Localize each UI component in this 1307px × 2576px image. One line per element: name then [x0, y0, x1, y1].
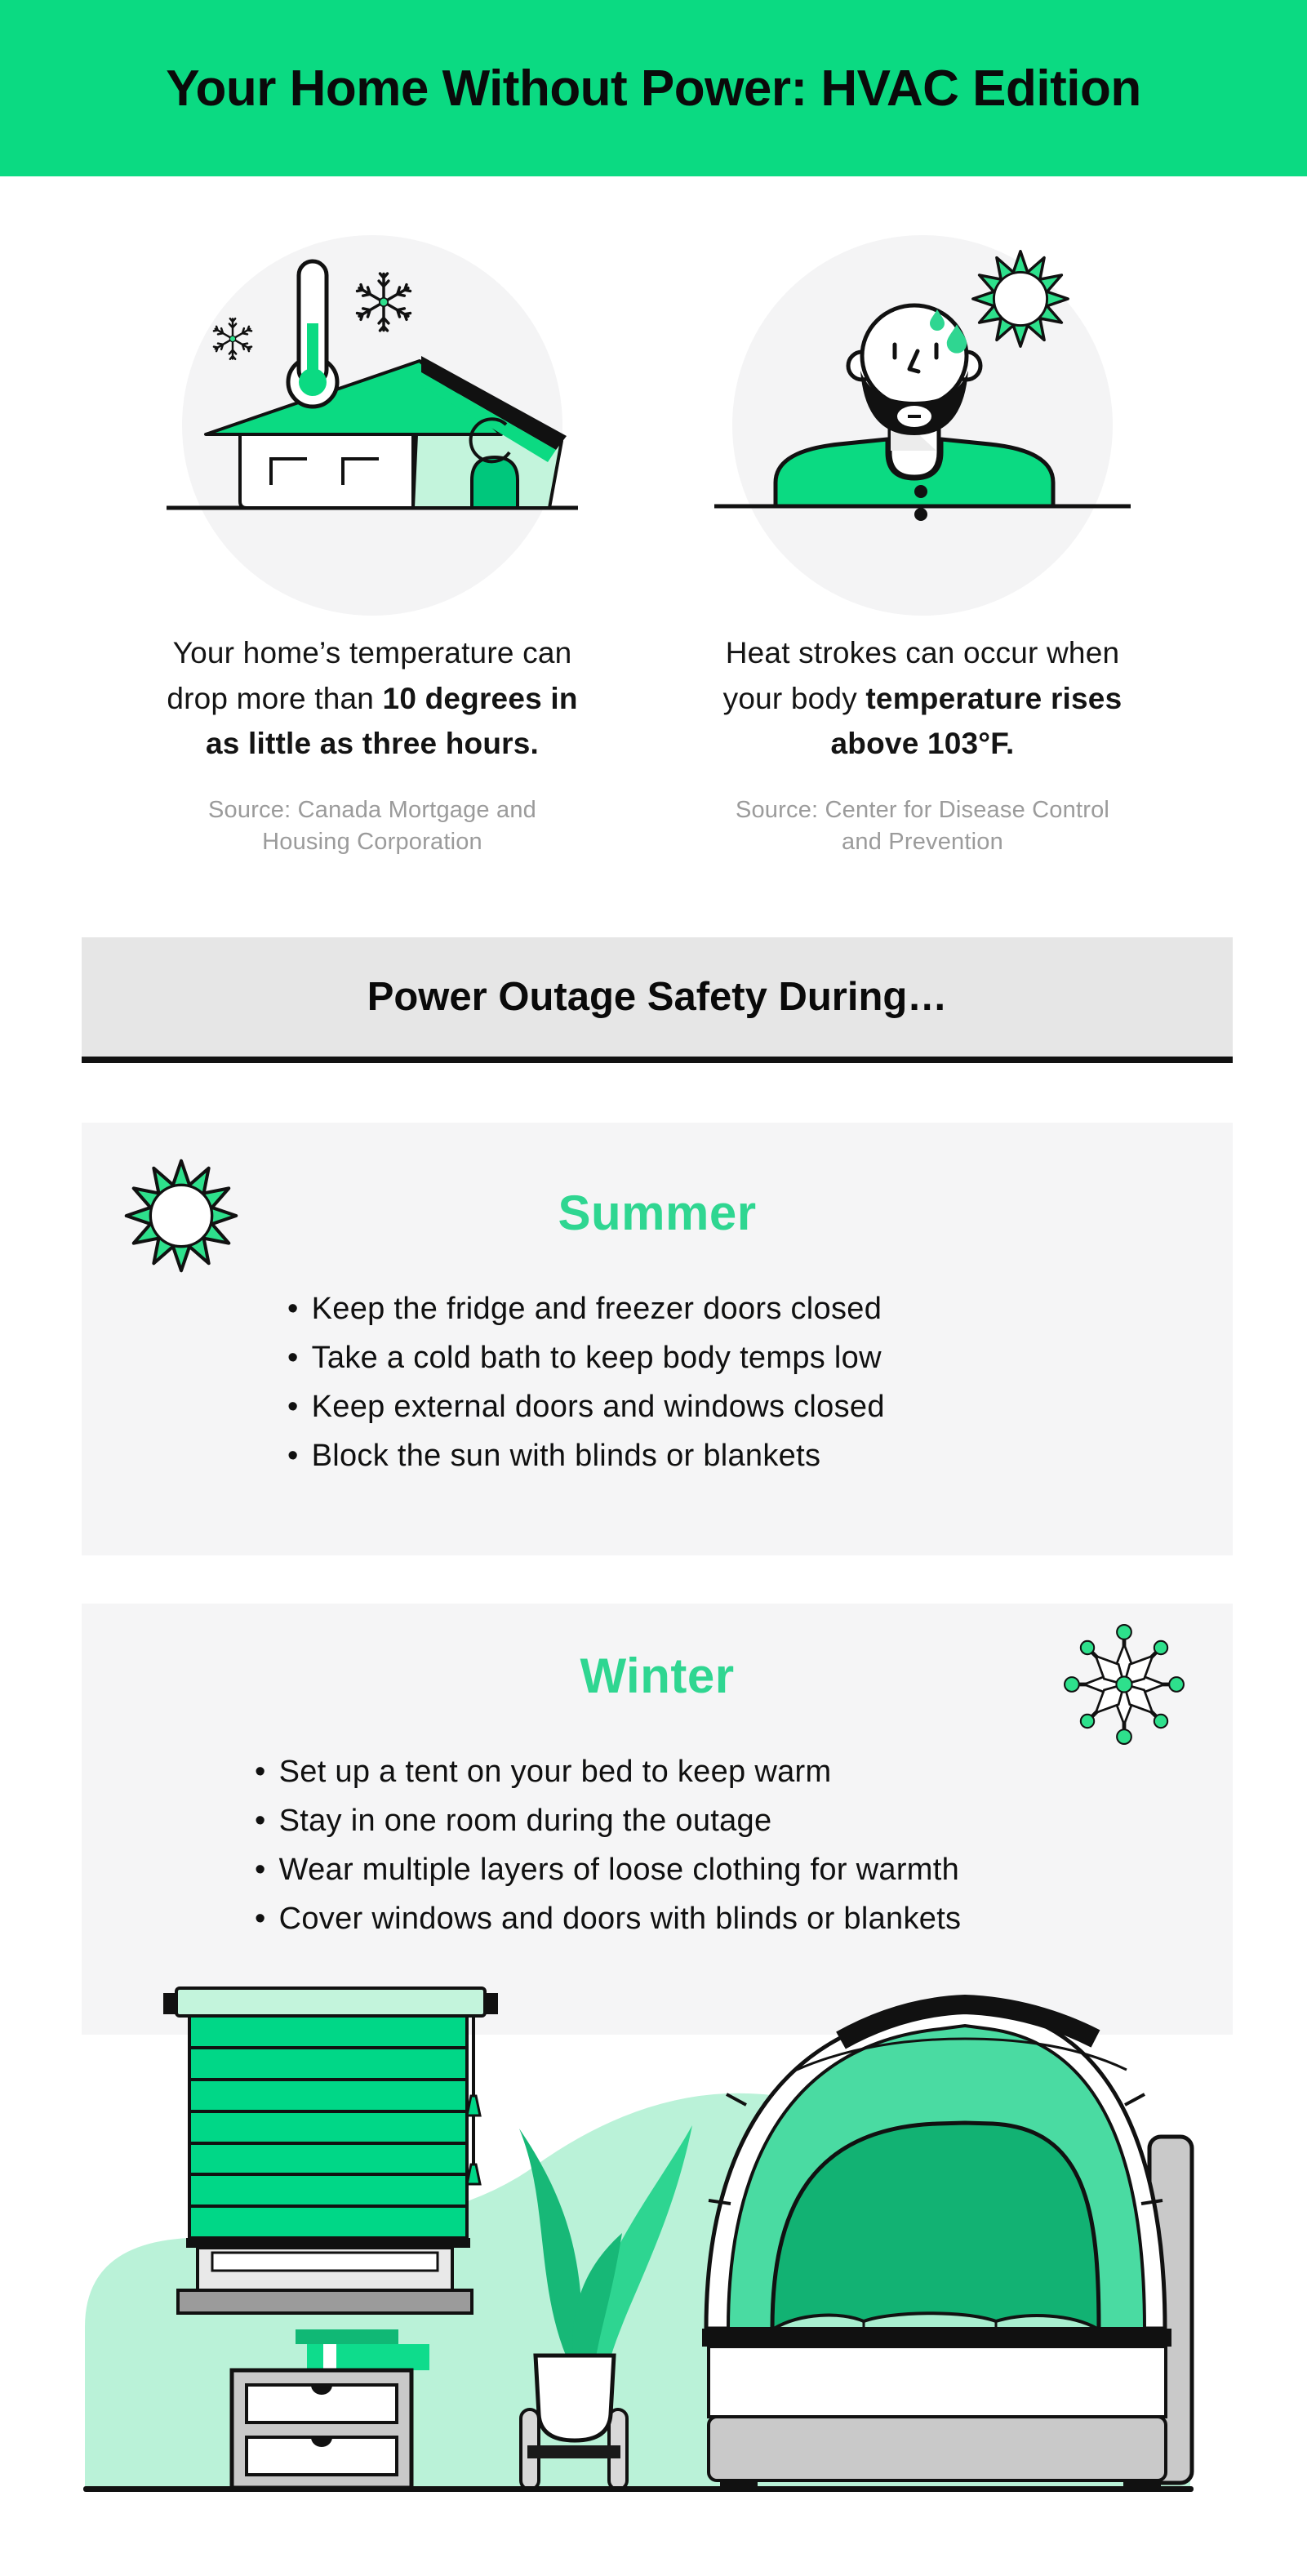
- source-text: Source: Canada Mortgage and Housing Corporation: [208, 796, 536, 855]
- list-item: • Set up a tent on your bed to keep warm: [255, 1747, 961, 1796]
- stat-text-regular: Your home’s temperature can drop more than: [167, 636, 572, 715]
- section-title-winter: Winter: [580, 1648, 735, 1703]
- list-item: • Block the sun with blinds or blankets: [287, 1431, 885, 1480]
- stat-card-heat-stroke: [694, 234, 1151, 858]
- list-item: • Take a cold bath to keep body temps low: [287, 1333, 885, 1382]
- section-banner-title: Power Outage Safety During…: [367, 975, 948, 1019]
- ground-line: [83, 2486, 1194, 2492]
- stat-text-regular: Heat strokes can occur when your body: [722, 636, 1120, 715]
- source-text: Source: Center for Disease Control and Prevention: [735, 796, 1110, 855]
- stat-text: [150, 630, 595, 767]
- window-blinds-illustration: [163, 1988, 498, 2313]
- list-item: • Keep the fridge and freezer doors closed: [287, 1284, 885, 1333]
- page-title: Your Home Without Power: HVAC Edition: [166, 60, 1141, 117]
- summer-bullet-list: [287, 1284, 885, 1480]
- tent-bed-illustration: [702, 2004, 1192, 2491]
- nightstand-illustration: [232, 2370, 411, 2488]
- list-item: • Wear multiple layers of loose clothing for warmth: [255, 1845, 961, 1894]
- mattress: [709, 2347, 1166, 2417]
- list-item: • Cover windows and doors with blinds or blankets: [255, 1894, 961, 1943]
- summer-section: [82, 1123, 1233, 1555]
- section-banner: [82, 937, 1233, 1063]
- stat-text: [700, 630, 1145, 767]
- header-banner: [0, 0, 1307, 176]
- list-item: • Keep external doors and windows closed: [287, 1382, 885, 1431]
- stat-text-bold: 10 degrees in as little as three hours.: [205, 681, 578, 760]
- stat-card-cold-home: [144, 234, 601, 858]
- sweating-man-illustration: [694, 234, 1151, 617]
- section-title-summer: Summer: [558, 1186, 757, 1240]
- stat-text-bold: temperature rises above 103°F.: [830, 681, 1123, 760]
- cold-house-illustration: [144, 234, 601, 617]
- winter-bullet-list: [255, 1747, 961, 1943]
- list-item: • Stay in one room during the outage: [255, 1796, 961, 1845]
- bedroom-illustration: [73, 1955, 1233, 2494]
- bed-base: [709, 2417, 1166, 2480]
